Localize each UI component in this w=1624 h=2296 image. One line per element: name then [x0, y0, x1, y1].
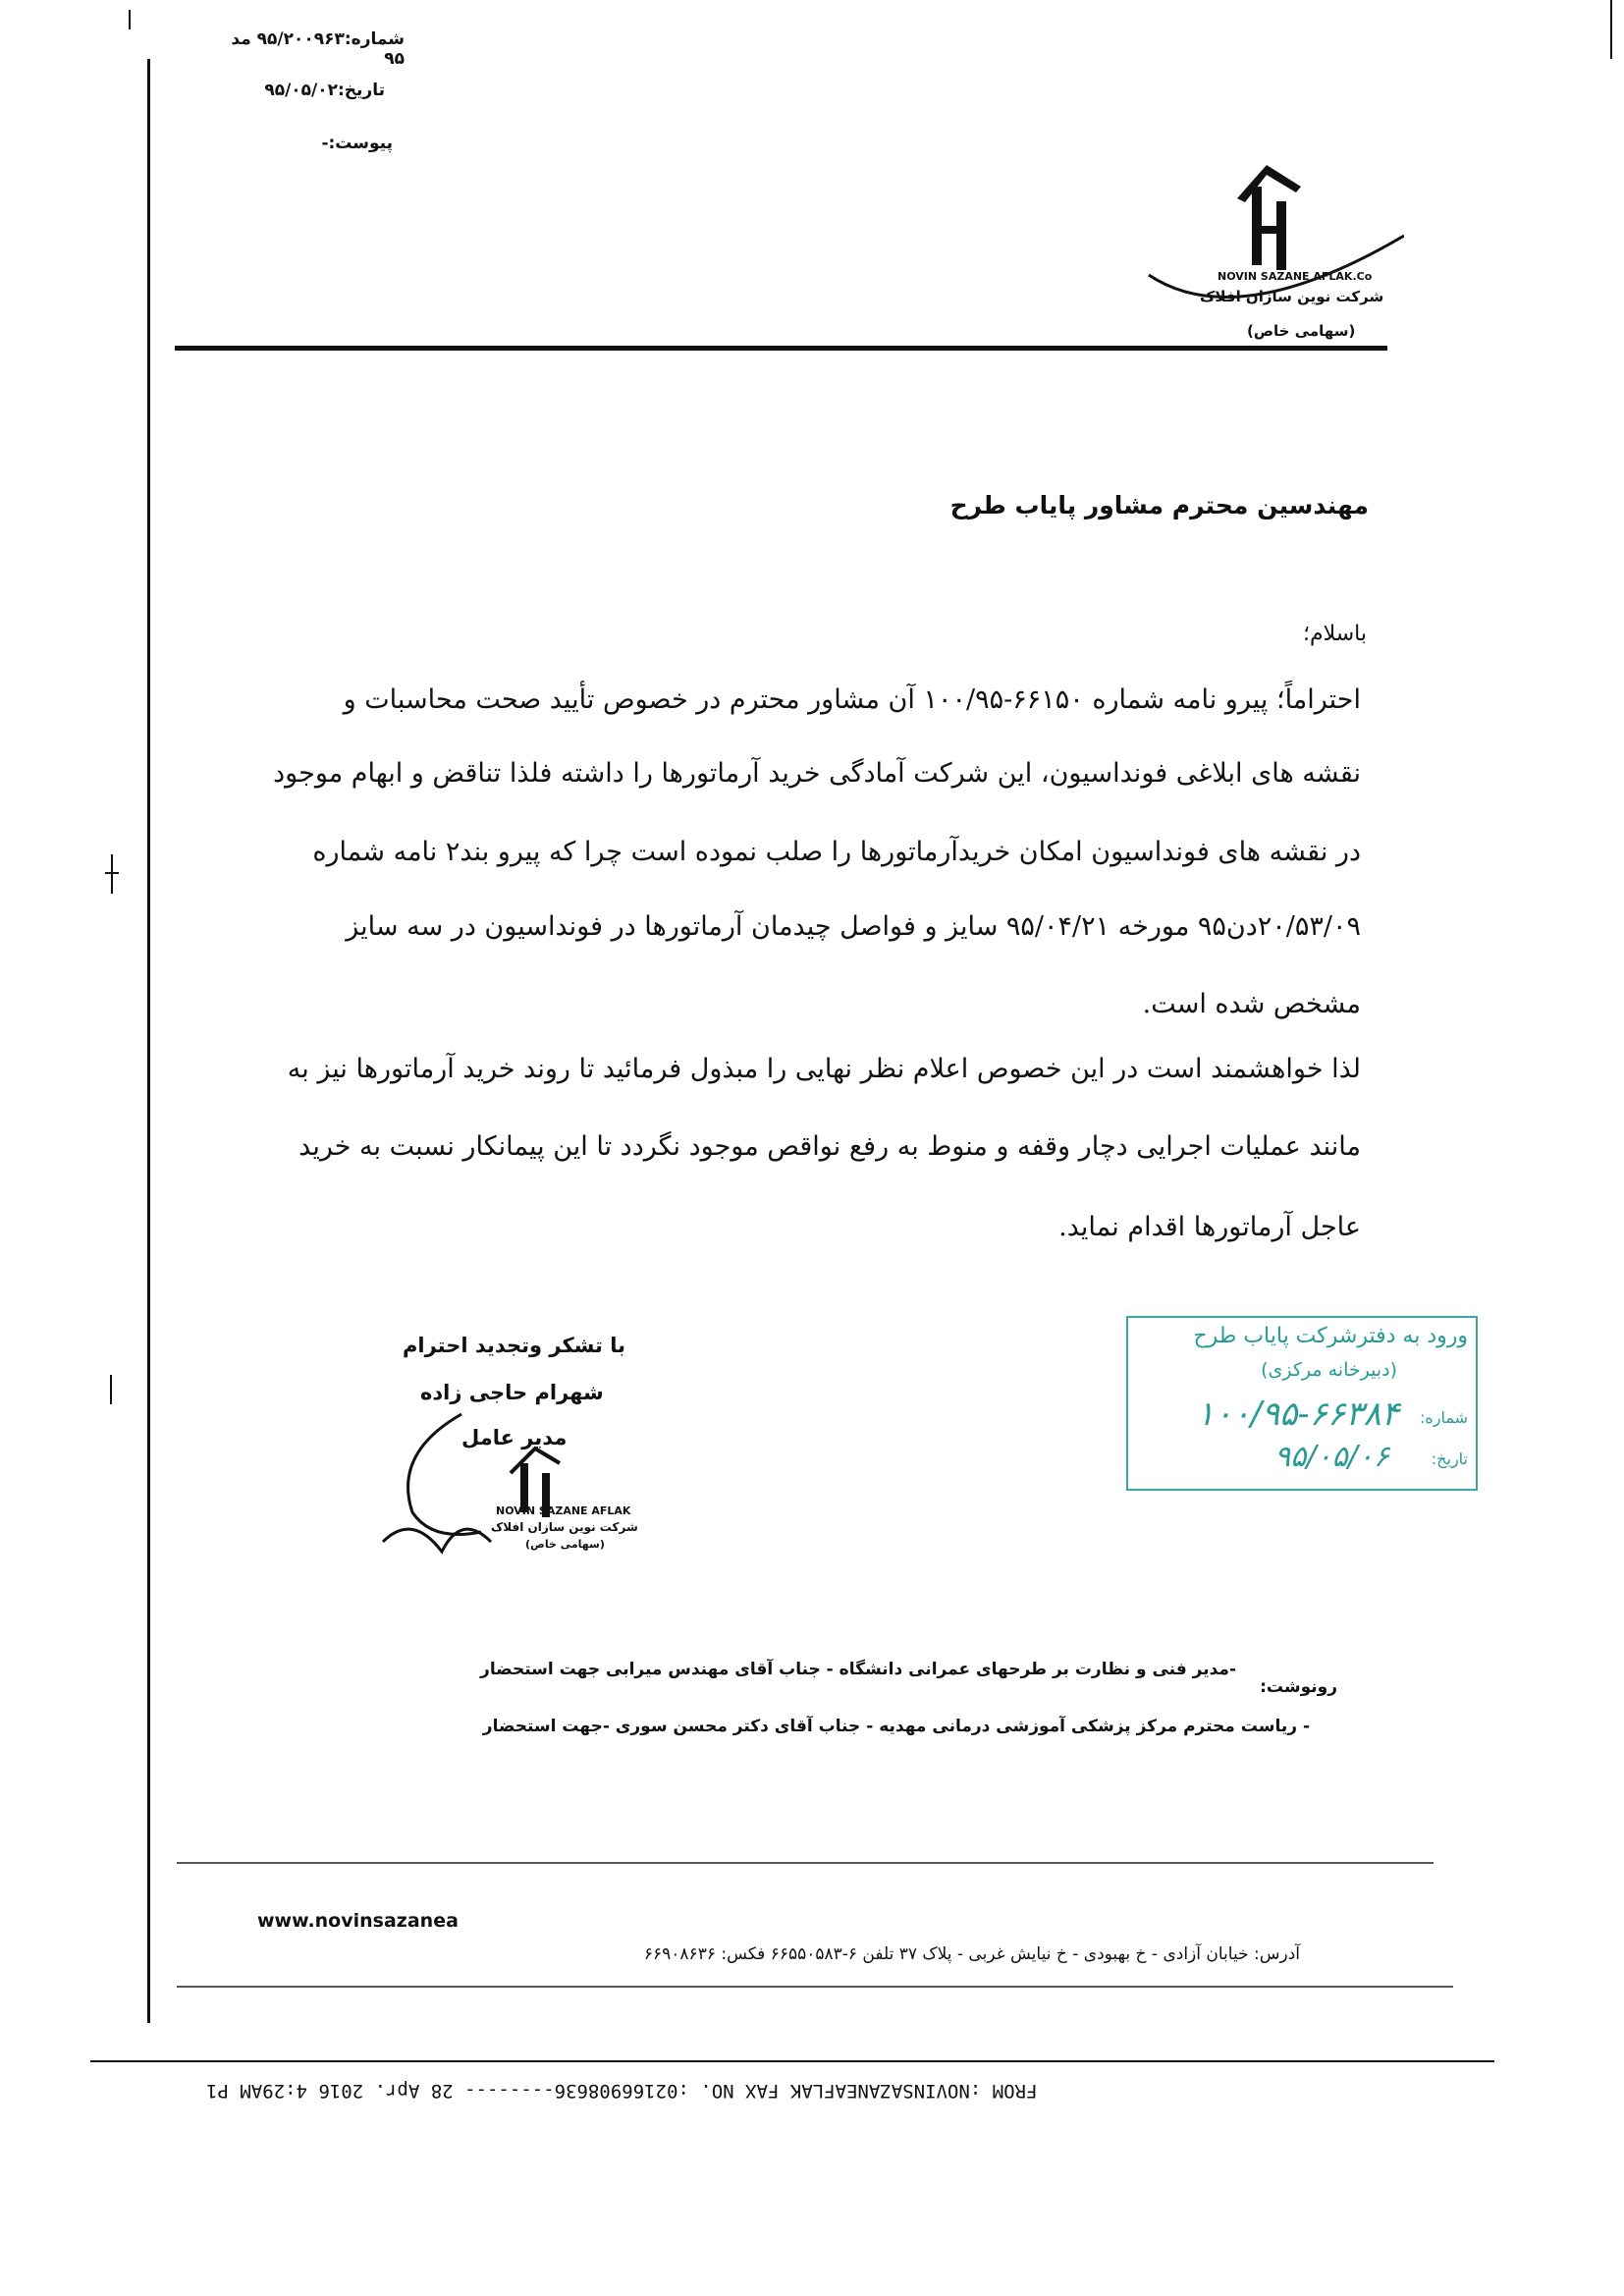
letter-number: شماره:۹۵/۲۰۰۹۶۳ مد ۹۵	[231, 29, 405, 69]
signature-title: مدیر عامل	[461, 1426, 568, 1449]
header-rule	[175, 346, 1387, 351]
receipt-stamp	[1126, 1316, 1478, 1491]
cc-item: - ریاست محترم مرکز پزشکی آموزشی درمانی مهدیه - جناب آقای دکتر محسن سوری -جهت استحضار	[482, 1717, 1310, 1736]
paragraph-line: در نقشه های فونداسیون امکان خریدآرماتورها را صلب نموده است چرا که پیرو بند۲ نامه شماره	[312, 837, 1361, 867]
letter-date: تاریخ:۹۵/۰۵/۰۲	[264, 81, 385, 100]
paragraph-line: مانند عملیات اجرایی دچار وقفه و منوط به رفع نواقص موجود نگردد تا این پیمانکار نسبت به خرید	[298, 1131, 1361, 1162]
footer-address: آدرس: خیابان آزادی - خ بهبودی - خ نیایش غربی - پلاک ۳۷ تلفن ۶-۶۶۵۵۰۵۸۳ فکس: ۶۶۹۰۸۶۳۶	[643, 1944, 1300, 1964]
signature-name: شهرام حاجی زاده	[420, 1381, 604, 1404]
paragraph-line: نقشه های ابلاغی فونداسیون، این شرکت آمادگی خرید آرماتورها را داشته فلذا تناقض و ابهام موجود	[273, 758, 1361, 789]
footer-rule-top	[177, 1862, 1434, 1864]
paragraph-line: عاجل آرماتورها اقدام نماید.	[1058, 1212, 1361, 1242]
receipt-stamp-office: ورود به دفترشرکت پایاب طرح	[1193, 1324, 1468, 1348]
signature-stamp-type: (سهامی خاص)	[525, 1538, 605, 1551]
receipt-date-label: تاریخ:	[1431, 1449, 1468, 1468]
letter-attachment: پیوست:-	[321, 134, 393, 153]
receipt-date-value: ۹۵/۰۵/۰۶	[1274, 1440, 1389, 1474]
receipt-stamp-secretariat: (دبیرخانه مرکزی)	[1261, 1359, 1397, 1381]
signature-stamp-fa: شرکت نوین سازان افلاک	[491, 1520, 638, 1534]
fax-header: FROM :NOVINSAZANEAFLAK FAX NO. :02166908636-------- 28 Apr. 2016 4:29AM P1	[206, 2080, 1038, 2102]
company-logo	[1129, 147, 1404, 344]
footer-rule-bottom	[177, 1986, 1453, 1988]
signature-closing: با تشکر وتجدید احترام	[403, 1334, 626, 1357]
signature-scribble	[373, 1394, 631, 1591]
cc-label: رونوشت:	[1260, 1677, 1337, 1697]
paragraph-line: ۲۰/۵۳/۰۹دن۹۵ مورخه ۹۵/۰۴/۲۱ سایز و فواصل چیدمان آرماتورها در فونداسیون در سه سایز	[346, 911, 1361, 942]
footer-website: www.novinsazanea	[257, 1910, 459, 1932]
left-edge-line	[129, 10, 131, 29]
greeting: باسلام؛	[1302, 622, 1367, 646]
receipt-number-value: ۱۰۰/۹۵-۶۶۳۸۴	[1196, 1394, 1399, 1434]
logo-company-en: NOVIN SAZANE AFLAK.Co	[1218, 270, 1373, 283]
left-margin-line	[147, 59, 150, 2023]
paragraph-line: لذا خواهشمند است در این خصوص اعلام نظر نهایی را مبذول فرمائید تا روند خرید آرماتورها نیز به	[287, 1054, 1361, 1084]
signature-stamp-en: NOVIN SAZANE AFLAK	[496, 1504, 631, 1517]
logo-company-type: (سهامی خاص)	[1247, 322, 1356, 340]
paragraph-line: احتراماً؛ پیرو نامه شماره ۶۶۱۵۰-۱۰۰/۹۵ آن مشاور محترم در خصوص تأیید صحت محاسبات و	[343, 684, 1361, 715]
receipt-number-label: شماره:	[1419, 1408, 1468, 1427]
left-tick-3	[110, 1375, 112, 1404]
left-tick-2	[111, 854, 113, 894]
logo-company-fa: شرکت نوین سازان افلاک	[1200, 288, 1384, 305]
right-edge-mark	[1610, 0, 1612, 59]
addressee: مهندسین محترم مشاور پایاب طرح	[949, 491, 1369, 519]
paragraph-line: مشخص شده است.	[1142, 989, 1361, 1019]
cc-item: -مدیر فنی و نظارت بر طرحهای عمرانی دانشگاه - جناب آقای مهندس میرابی جهت استحضار	[480, 1660, 1236, 1679]
fax-rule	[90, 2060, 1494, 2062]
